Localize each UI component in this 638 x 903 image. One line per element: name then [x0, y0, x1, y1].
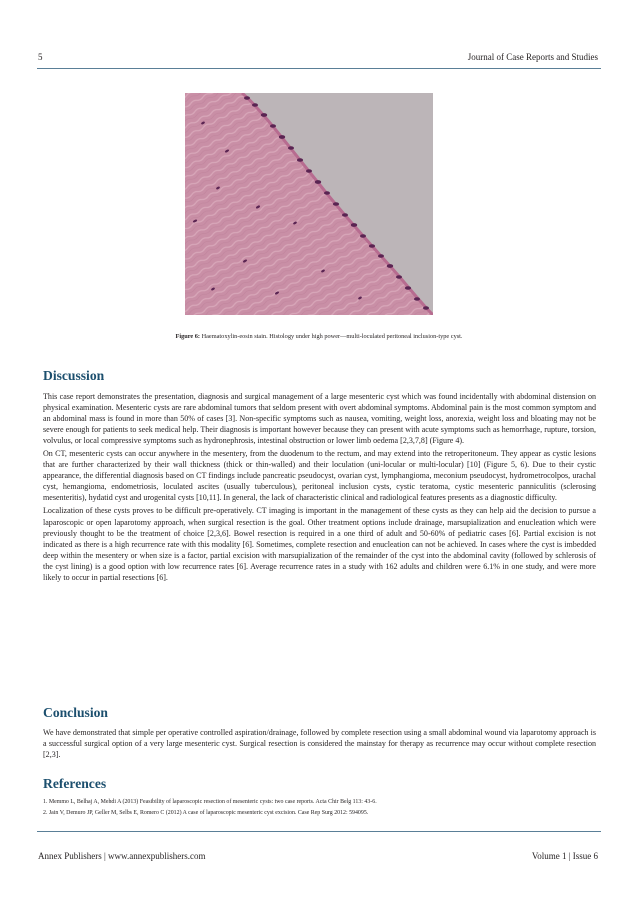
references-section — [43, 776, 596, 817]
conclusion-section — [43, 705, 596, 762]
page-number: 5 — [38, 52, 43, 62]
conclusion-paragraph: We have demonstrated that simple per operative controlled aspiration/drainage, followed by complete resection using a small abdominal wound via laparotomy approach is a successful surgical option of a very large mesenteric cyst. Surgical resection is considered the mainstay for therapy as recurrence may occur without complete resection [2,3]. — [43, 728, 596, 760]
figure-label: Figure 6: — [175, 333, 201, 340]
reference-item-2: 2. Jain V, Demuro JP, Geller M, Selbs E, Romero C (2012) A case of laparoscopic mesenteric cyst excision. Case Rep Surg 2012: 594095. — [43, 810, 369, 816]
figure-caption — [0, 333, 638, 340]
volume-issue: Volume 1 | Issue 6 — [531, 851, 598, 861]
publisher-info: Annex Publishers | www.annexpublishers.com — [38, 851, 206, 861]
figure-caption-text: Haematoxylin-eosin stain. Histology under high power—multi-loculated peritoneal inclusion-type cyst. — [201, 333, 463, 340]
discussion-paragraph-1: This case report demonstrates the presentation, diagnosis and surgical management of a large mesenteric cyst which was found incidentally with abdominal distension on physical examination. Mesenteric cysts are rare abdominal tumors that seldom present with overt abdominal symptoms. Abdominal pain is the most common symptom and an abdominal mass is found in more than 50% of cases [3]. Non-specific symptoms such as nausea, vomiting, weight loss, anorexia, weight loss and bloating may not be severe enough for patients to seek medical help. Their diagnosis is important however because they can present with acute symptoms such as hemorrhage, rupture, torsion, volvulus, or local compressive symptoms such as hydronephrosis, intestinal obstruction or lower limb oedema [2,3,7,8] (Figure 4). — [43, 392, 596, 446]
discussion-paragraph-3: Localization of these cysts proves to be difficult pre-operatively. CT imaging is important in the management of these cysts as they can help aid the decision to pursue a laparoscopic or open laparotomy approach, when surgical resection is the goal. Other treatment options include drainage, marsupialization and enucleation which were previously thought to be the treatment of choice [2,3,6]. Bowel resection is required in a one third of adult and 50-60% of pediatric cases [6]. Partial excision is not indicated as there is a high recurrence rate with this modality [6]. Sometimes, complete resection and enucleation can not be achieved. In cases where the cyst is imbedded deep within the mesentery or when size is a factor, partial excision with marsupialization of the remainder of the cyst into the abdominal cavity (followed by schlerosis of the cyst lining) is a good option with low recurrence rates [6]. Average recurrence rates in a study with 162 adults and children were 6.1% in one study, and were more likely to occur in partial resections [6]. — [43, 506, 596, 582]
references-heading: References — [43, 776, 107, 791]
discussion-heading: Discussion — [43, 368, 105, 383]
footer-divider — [37, 831, 601, 832]
discussion-section — [43, 368, 596, 585]
header-divider — [37, 68, 601, 69]
reference-item-1: 1. Memmo L, Belhaj A, Mehdi A (2013) Feasibility of laparoscopic resection of mesenteric cysts: two case reports. Acta Chir Belg 113: 43-6. — [43, 799, 377, 805]
histology-figure — [185, 93, 433, 315]
journal-title: Journal of Case Reports and Studies — [467, 52, 598, 62]
histology-image — [185, 93, 433, 315]
discussion-paragraph-2: On CT, mesenteric cysts can occur anywhere in the mesentery, from the duodenum to the rectum, and may extend into the retroperitoneum. They appear as cystic lesions that are further characterized by their wall thickness (thick or thin-walled) and their loculation (uni-locular or multi-locular) [10] (Figure 5, 6). Due to their cystic appearance, the differential diagnosis based on CT findings include pancreatic pseudocyst, ovarian cyst, lymphangioma, meconium pseudocyst, hydrometrocolpos, urachal cyst, hemangioma, endometriosis, loculated ascites (usually tuberculous), peritoneal inclusion cysts, cystic teratoma, cystic mesenteric panniculitis (sclerosing mesenteritis), hydatid cyst and urogenital cysts [10,11]. In general, the lack of characteristic clinical and radiological features presents as a diagnostic difficulty. — [43, 449, 596, 503]
conclusion-heading: Conclusion — [43, 705, 108, 720]
